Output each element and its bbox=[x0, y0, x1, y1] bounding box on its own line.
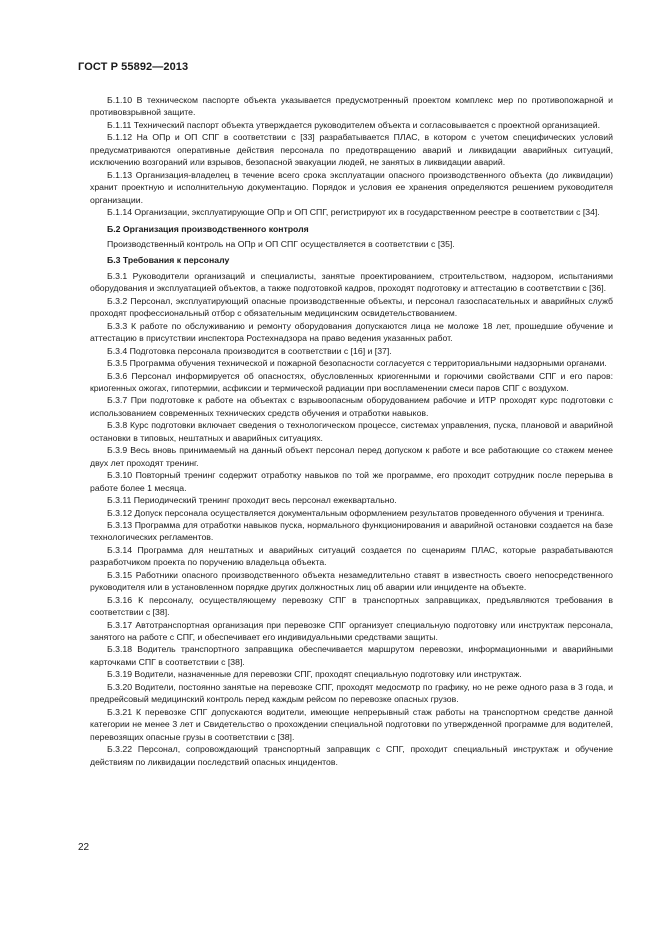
paragraph-b-3-6: Б.3.6 Персонал информируется об опасностях, обусловленных криогенными и горючими свойствами СПГ и его паров: криогенных ожогах, гипотермии, асфиксии и термической радиации при воспламенении смеси паров СПГ с воздухом. bbox=[90, 370, 613, 393]
paragraph-b-1-12: Б.1.12 На ОПр и ОП СПГ в соответствии с [33] разрабатывается ПЛАС, в котором с учетом специфических условий предусматриваются оперативные действия персонала по предотвращению аварий и ликвидации аварийных ситуаций, исключению возгораний или взрывов, безопасной эвакуации людей, не занятых в ликвидации аварий. bbox=[90, 132, 613, 168]
paragraph-b-3-7: Б.3.7 При подготовке к работе на объектах с взрывоопасным оборудованием рабочие и ИТР проходят курс подготовки с использованием современных технических средств обучения и отработки навыков. bbox=[90, 395, 613, 418]
section-heading-b-3: Б.3 Требования к персоналу bbox=[107, 255, 230, 266]
paragraph-b-3-11: Б.3.11 Периодический тренинг проходит весь персонал ежеквартально. bbox=[107, 495, 397, 506]
paragraph-b-3-9: Б.3.9 Весь вновь принимаемый на данный объект персонал перед допуском к работе и все работающие со стажем менее двух лет проходят тренинг. bbox=[90, 445, 613, 468]
paragraph-b-3-5: Б.3.5 Программа обучения технической и пожарной безопасности согласуется с территориальными надзорными органами. bbox=[107, 358, 607, 369]
paragraph-b-3-4: Б.3.4 Подготовка персонала производится в соответствии с [16] и [37]. bbox=[107, 345, 392, 356]
document-header-title: ГОСТ Р 55892—2013 bbox=[78, 61, 189, 73]
paragraph-b-3-8: Б.3.8 Курс подготовки включает сведения о технологическом процессе, системах управления, пуска, плановой и аварийной остановки в типовых, нештатных и аварийных ситуациях. bbox=[90, 420, 613, 443]
paragraph-b-3-13: Б.3.13 Программа для отработки навыков пуска, нормального функционирования и аварийной остановки создается на базе технологических регламентов. bbox=[90, 519, 613, 543]
paragraph-b-1-11: Б.1.11 Технический паспорт объекта утверждается руководителем объекта и согласовывается с проектной организацией. bbox=[107, 119, 601, 130]
paragraph-b-3-15: Б.3.15 Работники опасного производственного объекта незамедлительно ставят в известность своего непосредственного руководителя или в установленном порядке других должностных лиц об аварии или инциденте на объекте. bbox=[90, 569, 613, 593]
paragraph-b-3-10: Б.3.10 Повторный тренинг содержит отработку навыков по той же программе, его проходит сотрудник после перерыва в работе более 1 месяца. bbox=[90, 470, 613, 493]
paragraph-b-3-12: Б.3.12 Допуск персонала осуществляется документальным оформлением результатов проведенного обучения и тренинга. bbox=[107, 507, 605, 518]
paragraph-b-3-16: Б.3.16 К персоналу, осуществляющему перевозку СПГ в транспортных заправщиках, предъявляются требования в соответствии с [38]. bbox=[90, 594, 613, 618]
paragraph-b-2-text: Производственный контроль на ОПр и ОП СПГ осуществляется в соответствии с [35]. bbox=[107, 238, 455, 249]
page-number: 22 bbox=[78, 842, 90, 853]
paragraph-b-3-2: Б.3.2 Персонал, эксплуатирующий опасные производственные объекты, и персонал газоспасательных и аварийных служб проходят профессиональный отбор с обязательным медицинским освидетельствованием. bbox=[90, 295, 613, 319]
section-heading-b-2: Б.2 Организация производственного контроля bbox=[107, 223, 309, 234]
document-body bbox=[90, 94, 613, 768]
paragraph-b-3-19: Б.3.19 Водители, назначенные для перевозки СПГ, проходят специальную подготовку или инструктаж. bbox=[107, 669, 522, 680]
paragraph-b-3-20: Б.3.20 Водители, постоянно занятые на перевозке СПГ, проходят медосмотр по графику, но не реже одного раза в 3 года, и предрейсовый медицинский контроль перед каждым рейсом по перевозке опасных грузов. bbox=[90, 681, 613, 705]
paragraph-b-3-14: Б.3.14 Программа для нештатных и аварийных ситуаций создается по сценариям ПЛАС, которые разрабатываются разработчиком проекта по поручению владельца объекта. bbox=[90, 544, 613, 568]
paragraph-b-1-13: Б.1.13 Организация-владелец в течение всего срока эксплуатации опасного производственного объекта (до ликвидации) хранит проектную и исполнительную документацию. Порядок и условия ее хранения определяются решением руководителя организации. bbox=[90, 169, 613, 205]
paragraph-b-1-14: Б.1.14 Организации, эксплуатирующие ОПр и ОП СПГ, регистрируют их в государственном реестре в соответствии с [34]. bbox=[107, 207, 600, 218]
paragraph-b-3-3: Б.3.3 К работе по обслуживанию и ремонту оборудования допускаются лица не моложе 18 лет, прошедшие обучение и аттестацию в присутствии инспектора Ростехнадзора на право ведения указанных работ. bbox=[90, 320, 613, 344]
paragraph-b-3-22: Б.3.22 Персонал, сопровождающий транспортный заправщик с СПГ, проходит специальный инструктаж и обучение действиям по ликвидации последствий опасных инцидентов. bbox=[90, 744, 613, 767]
paragraph-b-3-1: Б.3.1 Руководители организаций и специалисты, занятые проектированием, строительством, надзором, испытаниями оборудования и эксплуатацией объектов, а также подготовкой кадров, проходят подготовку и аттестацию в соответствии с [36]. bbox=[90, 270, 613, 294]
paragraph-b-3-18: Б.3.18 Водитель транспортного заправщика обеспечивается маршрутом перевозки, информационными и аварийными карточками СПГ в соответствии с [38]. bbox=[90, 644, 613, 667]
paragraph-b-1-10: Б.1.10 В техническом паспорте объекта указывается предусмотренный проектом комплекс мер по противопожарной и противовзрывной защите. bbox=[90, 95, 613, 118]
paragraph-b-3-21: Б.3.21 К перевозке СПГ допускаются водители, имеющие непрерывный стаж работы на транспортном средстве данной категории не менее 3 лет и Свидетельство о прохождении специальной подготовки по утвержденной программе для водителей, перевозящих опасные грузы в соответствии с [38]. bbox=[90, 706, 613, 742]
paragraph-b-3-17: Б.3.17 Автотранспортная организация при перевозке СПГ организует специальную подготовку или инструктаж персонала, занятого на работе с СПГ, и обеспечивает его индивидуальными средствами защиты. bbox=[90, 619, 613, 643]
